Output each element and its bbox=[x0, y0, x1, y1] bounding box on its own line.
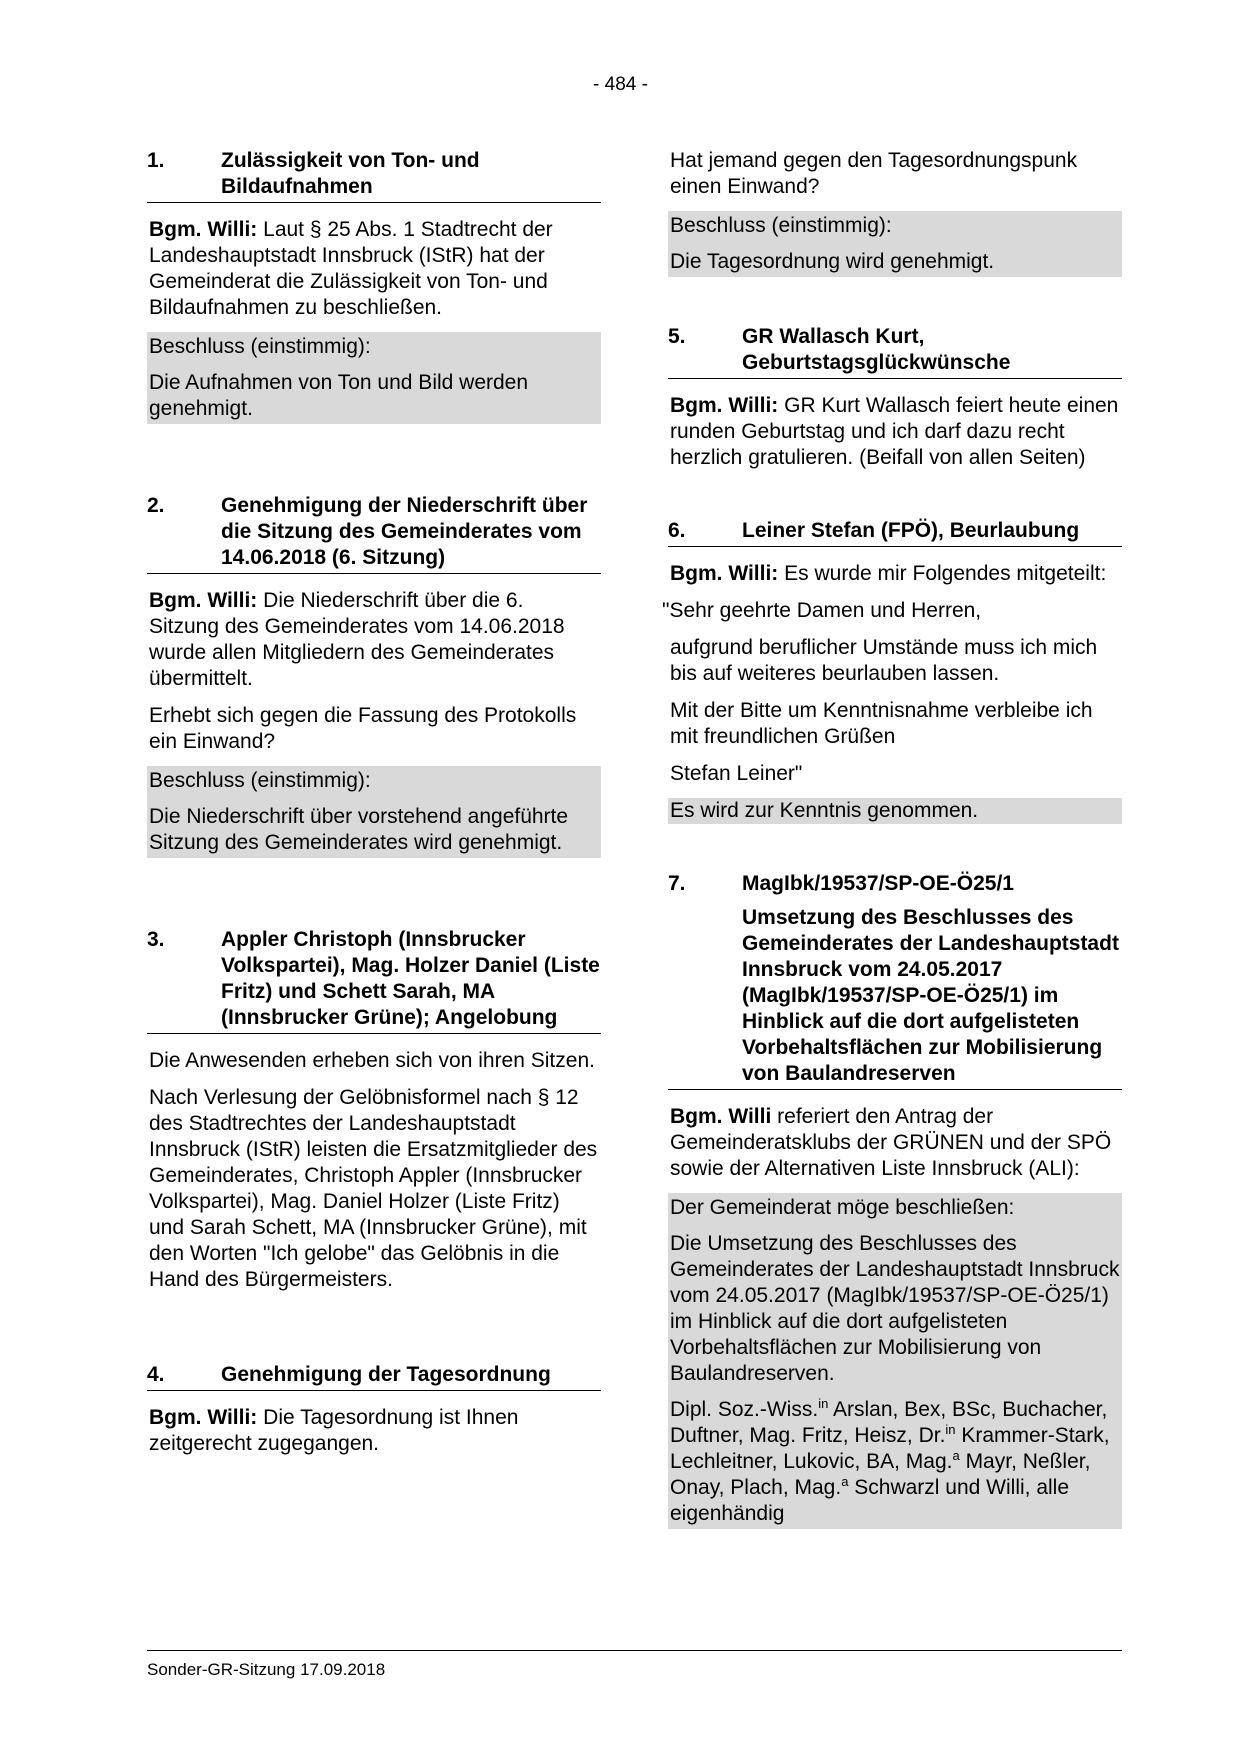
section-2-speech bbox=[147, 588, 601, 692]
section-1-speaker: Bgm. Willi: bbox=[149, 218, 258, 241]
section-4-question: Hat jemand gegen den Tagesordnungspunk einen Einwand? bbox=[670, 149, 1078, 198]
footer-text: Sonder-GR-Sitzung 17.09.2018 bbox=[147, 1660, 386, 1679]
section-4-number: 4. bbox=[147, 1363, 165, 1386]
section-7-signers bbox=[670, 1397, 1120, 1527]
section-7-speech bbox=[668, 1104, 1122, 1182]
page-number: - 484 - bbox=[593, 74, 648, 95]
signers-sup-1: in bbox=[818, 1396, 829, 1411]
section-6-speech-text: Es wurde mir Folgendes mitgeteilt: bbox=[778, 562, 1107, 585]
section-7-ref: MagIbk/19537/SP-OE-Ö25/1 bbox=[742, 872, 1014, 895]
section-5-speech-text: GR Kurt Wallasch feiert heute einen runden Geburtstag und ich darf dazu recht herzlich gratulieren. (Beifall von allen Seiten) bbox=[670, 394, 1119, 469]
signers-part-a: Dipl. Soz.-Wiss. bbox=[670, 1398, 819, 1421]
section-3-paragraph-2: Nach Verlesung der Gelöbnisformel nach § 12 des Stadtrechtes der Landeshauptstadt Innsbruck (IStR) leisten die Ersatzmitglieder des Gemeinderates, Christoph Appler (Innsbrucker Volkspartei), Mag. Daniel Holzer (Liste Fritz) und Sarah Schett, MA (Innsbrucker Grüne), mit den Worten "Ich gelobe" das Gelöbnis in die Hand des Bürgermeisters. bbox=[149, 1086, 598, 1291]
section-6-heading bbox=[668, 518, 1122, 547]
section-2-question: Erhebt sich gegen die Fassung des Protokolls ein Einwand? bbox=[149, 704, 577, 753]
section-2-decision-text: Die Niederschrift über vorstehend angeführte Sitzung des Gemeinderates wird genehmigt. bbox=[149, 805, 569, 854]
left-column bbox=[147, 148, 601, 1468]
section-1-decision-label: Beschluss (einstimmig): bbox=[149, 335, 371, 358]
section-7-speech-text: referiert den Antrag der Gemeinderatsklubs der GRÜNEN und der SPÖ sowie der Alternativen Liste Innsbruck (ALI): bbox=[670, 1105, 1112, 1180]
section-5-heading bbox=[668, 324, 1122, 379]
section-5-speech bbox=[668, 393, 1122, 471]
section-7-number: 7. bbox=[668, 872, 686, 895]
footer-divider bbox=[147, 1650, 1122, 1651]
section-2-decision bbox=[147, 766, 601, 858]
section-5-title: GR Wallasch Kurt, Geburtstagsglückwünsche bbox=[742, 325, 1011, 374]
section-3-heading bbox=[147, 927, 601, 1034]
section-6-title: Leiner Stefan (FPÖ), Beurlaubung bbox=[742, 519, 1080, 542]
section-2-number: 2. bbox=[147, 494, 165, 517]
section-7-heading bbox=[668, 905, 1122, 1090]
section-2-title: Genehmigung der Niederschrift über die Sitzung des Gemeinderates vom 14.06.2018 (6. Sitzung) bbox=[221, 494, 588, 569]
section-6-letter-signature: Stefan Leiner" bbox=[670, 762, 803, 785]
section-1-decision-text: Die Aufnahmen von Ton und Bild werden genehmigt. bbox=[149, 371, 529, 420]
signers-sup-2: in bbox=[945, 1422, 956, 1437]
right-column bbox=[662, 148, 1122, 1540]
signers-sup-4: a bbox=[841, 1474, 849, 1489]
section-6-letter-body: aufgrund beruflicher Umstände muss ich mich bis auf weiteres beurlauben lassen. bbox=[670, 636, 1098, 685]
section-4-decision bbox=[668, 211, 1122, 277]
section-2-speech-text: Die Niederschrift über die 6. Sitzung des Gemeinderates vom 14.06.2018 wurde allen Mitgliedern des Gemeinderates übermittelt. bbox=[149, 589, 565, 690]
section-4-title: Genehmigung der Tagesordnung bbox=[221, 1363, 551, 1386]
section-1-speech bbox=[147, 217, 601, 321]
section-1-heading bbox=[147, 148, 601, 203]
section-6-speech bbox=[668, 561, 1122, 587]
section-1-speech-text: Laut § 25 Abs. 1 Stadtrecht der Landeshauptstadt Innsbruck (IStR) hat der Gemeinderat die Zulässigkeit von Ton- und Bildaufnahmen zu beschließen. bbox=[149, 218, 553, 319]
section-2-decision-label: Beschluss (einstimmig): bbox=[149, 769, 371, 792]
signers-part-b: Arslan, Bex, BSc, Buchacher, Duftner, Mag. Fritz, Heisz, Dr. bbox=[670, 1398, 1108, 1447]
section-2-heading bbox=[147, 493, 601, 574]
section-7-motion bbox=[668, 1193, 1122, 1529]
section-5-number: 5. bbox=[668, 325, 686, 348]
section-4-decision-text: Die Tagesordnung wird genehmigt. bbox=[670, 250, 995, 273]
section-4-speech-text: Die Tagesordnung ist Ihnen zeitgerecht zugegangen. bbox=[149, 1406, 519, 1455]
section-4-speaker: Bgm. Willi: bbox=[149, 1406, 258, 1429]
section-7-motion-label: Der Gemeinderat möge beschließen: bbox=[670, 1196, 1015, 1219]
section-2-speaker: Bgm. Willi: bbox=[149, 589, 258, 612]
section-6-letter-closing: Mit der Bitte um Kenntnisnahme verbleibe ich mit freundlichen Grüßen bbox=[670, 699, 1093, 748]
signers-sup-3: a bbox=[952, 1448, 960, 1463]
section-1-decision bbox=[147, 332, 601, 424]
section-6-decision-text: Es wird zur Kenntnis genommen. bbox=[668, 798, 1122, 824]
section-4-speech bbox=[147, 1405, 601, 1457]
signers-part-c: Krammer-Stark, Lechleitner, Lukovic, BA, Mag. bbox=[670, 1424, 1110, 1473]
section-4-heading bbox=[147, 1362, 601, 1391]
section-7-speaker: Bgm. Willi bbox=[670, 1105, 772, 1128]
section-3-paragraph-1: Die Anwesenden erheben sich von ihren Sitzen. bbox=[149, 1049, 595, 1072]
section-5-speaker: Bgm. Willi: bbox=[670, 394, 779, 417]
section-7-title: Umsetzung des Beschlusses des Gemeinderates der Landeshauptstadt Innsbruck vom 24.05.2017 (MagIbk/19537/SP-OE-Ö25/1) im Hinblick auf die dort aufgelisteten Vorbehaltsflächen zur Mobilisierung von Baulandreserven bbox=[742, 906, 1119, 1085]
section-7-ref-heading bbox=[668, 871, 1122, 899]
section-6-speaker: Bgm. Willi: bbox=[670, 562, 779, 585]
signers-part-d: Mayr, Neßler, Onay, Plach, Mag. bbox=[670, 1450, 1091, 1499]
section-4-decision-label: Beschluss (einstimmig): bbox=[670, 214, 892, 237]
section-3-title: Appler Christoph (Innsbrucker Volkspartei), Mag. Holzer Daniel (Liste Fritz) und Schett Sarah, MA (Innsbrucker Grüne); Angelobung bbox=[221, 928, 600, 1029]
section-6-letter-salutation: "Sehr geehrte Damen und Herren, bbox=[662, 599, 982, 622]
section-3-number: 3. bbox=[147, 928, 165, 951]
section-1-title: Zulässigkeit von Ton- und Bildaufnahmen bbox=[221, 149, 480, 198]
signers-part-e: Schwarzl und Willi, alle eigenhändig bbox=[670, 1476, 1070, 1525]
section-6-number: 6. bbox=[668, 519, 686, 542]
section-7-motion-text: Die Umsetzung des Beschlusses des Gemeinderates der Landeshauptstadt Innsbruck vom 24.05.2017 (MagIbk/19537/SP-OE-Ö25/1) im Hinblick auf die dort aufgelisteten Vorbehaltsflächen zur Mobilisierung von Baulandreserven. bbox=[670, 1232, 1120, 1385]
section-1-number: 1. bbox=[147, 149, 165, 172]
